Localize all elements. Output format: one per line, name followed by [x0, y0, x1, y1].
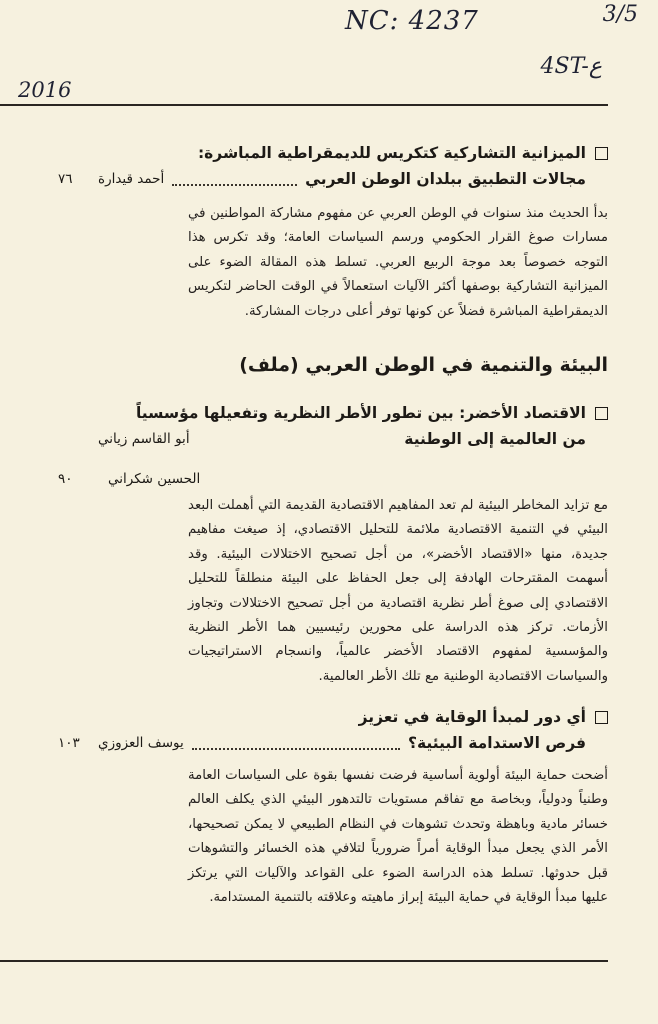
entry-page-number: ٩٠	[58, 471, 73, 487]
entry-title-line-2	[58, 730, 608, 756]
entry-author: أحمد قيدارة	[98, 171, 165, 187]
bottom-rule	[0, 960, 608, 962]
entry-title-line-1	[58, 400, 608, 426]
section-title: البيئة والتنمية في الوطن العربي (ملف)	[239, 354, 608, 376]
leader-dots	[192, 748, 400, 750]
handwritten-page-mark: 3/5	[602, 2, 638, 27]
entry-page-number: ١٠٣	[58, 735, 80, 751]
top-rule	[0, 104, 608, 106]
entry-title-line-2	[58, 166, 608, 192]
entry-page-number: ٧٦	[58, 171, 73, 187]
leader-dots	[172, 184, 297, 186]
entry-title-line-1	[58, 140, 608, 166]
entry-abstract: مع تزايد المخاطر البيئية لم تعد المفاهيم الاقتصادية القديمة التي أهملت البعد البيئي في التنمية الاقتصادية ملائمة للتحليل الاقتصادي، إذ صيغت مفاهيم جديدة، منها «الاقتصاد الأخضر»، من أجل تصحيح الاختلالات البيئية. وقد أسهمت المقترحات الهادفة إلى جعل الحفاظ على البيئة منطلقاً للتحليل الاقتصادي إلى صوغ أطر نظرية اقتصادية من أجل تصحيح الاختلالات وتجاوز الأزمات. تركز هذه الدراسة على محورين رئيسيين هما الأطر النظرية والمؤسسية لمفهوم الاقتصاد الأخضر عالمياً، وانسجام الاستراتيجيات والسياسات الاقتصادية الوطنية مع تلك الأطر العالمية.	[188, 498, 608, 684]
handwritten-catalog-number: NC: 4237	[345, 6, 479, 36]
entry-abstract: أضحت حماية البيئة أولوية أساسية فرضت نفسها بقوة على السياسات العامة وطنياً ودولياً، وبخاصة مع تفاقم مستويات تالتدهور البيئي الذي يكلف العالم خسائر مادية وباهظة وتحدث تشوهات في النظام الطبيعي لا يمكن تصحيحها، الأمر الذي يجعل مبدأ الوقاية أمراً ضرورياً لتلافي هذه الخسائر والتشوهات قبل حدوثها. تسلط هذه الدراسة الضوء على القواعد والآليات التي يرتكز عليها مبدأ الوقاية في حماية البيئة إبراز ماهيته وعلاقته بالتنمية المستدامة.	[188, 768, 608, 906]
entry-subtitle: فرص الاستدامة البيئية؟	[408, 734, 586, 752]
checkbox-icon	[595, 711, 608, 724]
entry-author: يوسف العزوزي	[98, 735, 184, 751]
checkbox-icon	[595, 147, 608, 160]
entry-abstract: بدأ الحديث منذ سنوات في الوطن العربي عن مفهوم مشاركة المواطنين في مسارات صوغ القرار الحكومي ورسم السياسات العامة؛ وقد تكرس هذا التوجه خصوصاً بعد موجة الربيع العربي. تسلط هذه المقالة الضوء على الميزانية التشاركية بوصفها أكثر الآليات استعمالاً في الوقت الحاضر لتكريس الديمقراطية المباشرة فضلاً عن كونها توفر أعلى درجات المشاركة.	[188, 206, 608, 319]
entry-title: أي دور لمبدأ الوقاية في تعزيز	[358, 708, 586, 726]
entry-title-line-1	[58, 704, 608, 730]
entry-author: الحسين شكراني	[108, 471, 201, 487]
entry-title: الميزانية التشاركية كتكريس للديمقراطية المباشرة:	[197, 144, 586, 162]
toc-entry	[58, 400, 608, 492]
toc-entry	[58, 704, 608, 756]
entry-subtitle: من العالمية إلى الوطنية	[404, 430, 586, 448]
entry-second-author-row	[58, 466, 608, 492]
handwritten-year: 2016	[18, 78, 72, 102]
toc-entry	[58, 140, 608, 192]
checkbox-icon	[595, 407, 608, 420]
entry-subtitle: مجالات التطبيق ببلدان الوطن العربي	[305, 170, 586, 188]
entry-title: الاقتصاد الأخضر: بين تطور الأطر النظرية وتفعيلها مؤسسياً	[135, 404, 586, 422]
entry-author: أبو القاسم زياني	[98, 431, 190, 447]
handwritten-code: 4ST-ع	[540, 54, 602, 79]
entry-title-line-2	[58, 426, 608, 452]
